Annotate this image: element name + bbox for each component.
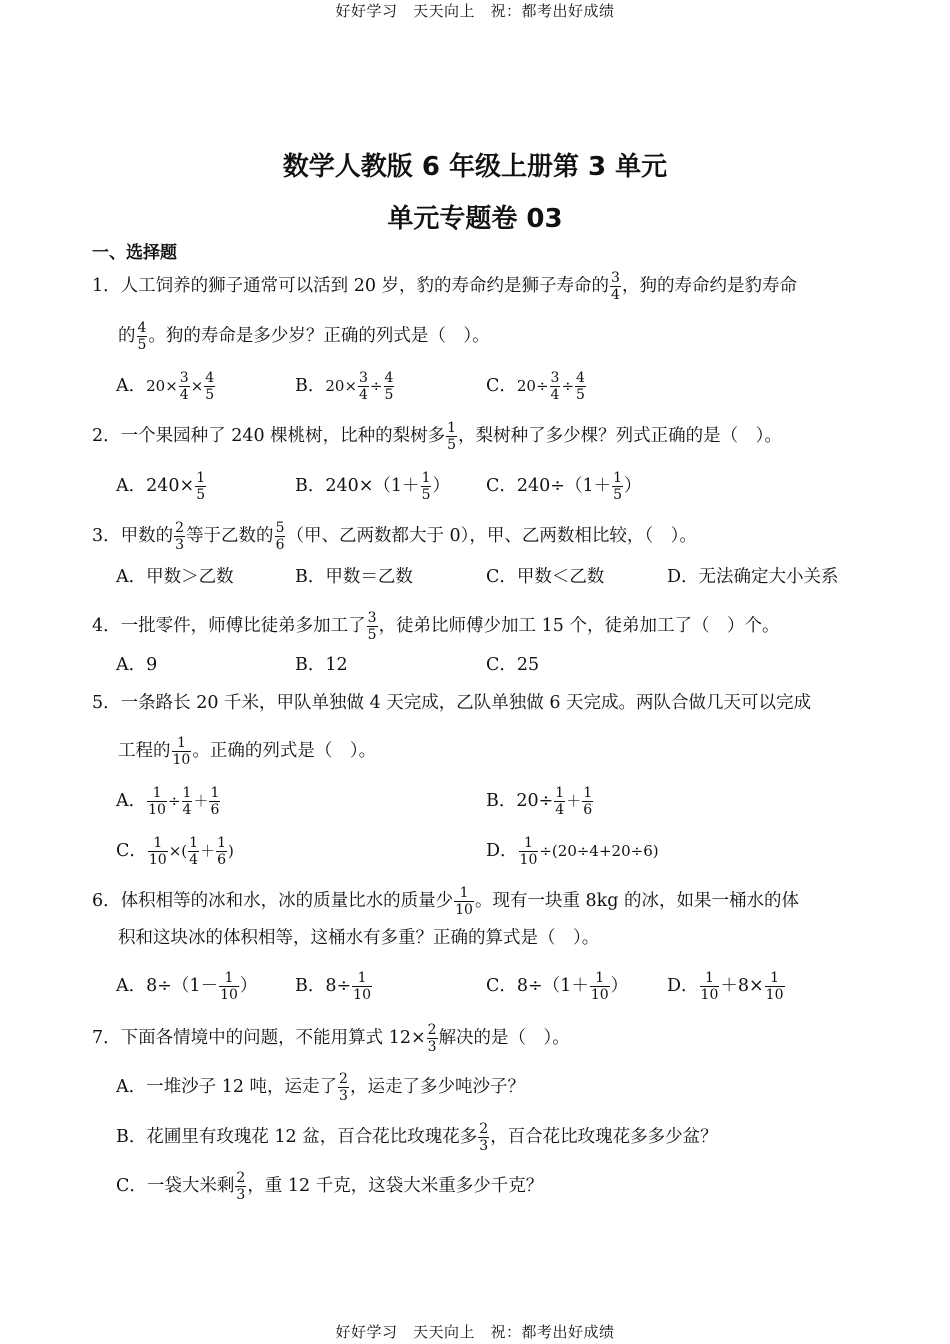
question-6-line-1: 6．体积相等的冰和水，冰的质量比水的质量少 $\frac{1}{10}$ 。现有一块重 8kg 的冰，如果一桶水的体 xyxy=(92,885,800,918)
q1-option-c[interactable]: C．20÷ $\frac{3}{4}$ ÷ $\frac{4}{5}$ xyxy=(486,370,585,403)
page-header: 好好学习 天天向上 祝：都考出好成绩 xyxy=(335,2,615,20)
q5-option-d[interactable]: D． $\frac{1}{10}$ ÷(20÷4+20÷6) xyxy=(486,835,659,868)
q5-option-c[interactable]: C． $\frac{1}{10}$ ×( $\frac{1}{4}$ ＋ $\frac{1}{6}$ ) xyxy=(116,835,234,868)
page-footer: 好好学习 天天向上 祝：都考出好成绩 xyxy=(335,1323,615,1341)
question-3-line-1: 3．甲数的 $\frac{2}{3}$ 等于乙数的 $\frac{5}{6}$ （甲、乙两数都大于 0），甲、乙两数相比较，（ ）。 xyxy=(92,520,697,553)
question-5-line-2: 工程的 $\frac{1}{10}$ 。正确的列式是（ ）。 xyxy=(118,735,377,768)
q6-option-d[interactable]: D． $\frac{1}{10}$ ＋8× $\frac{1}{10}$ xyxy=(667,970,784,1003)
page-title: 数学人教版 6 年级上册第 3 单元 xyxy=(282,152,668,182)
question-6-line-2: 积和这块冰的体积相等，这桶水有多重？正确的算式是（ ）。 xyxy=(118,928,600,948)
q3-option-c[interactable]: C．甲数＜乙数 xyxy=(486,567,605,587)
q3-option-a[interactable]: A．甲数＞乙数 xyxy=(116,567,234,587)
q7-option-b[interactable]: B．花圃里有玫瑰花 12 盆，百合花比玫瑰花多 $\frac{2}{3}$ ，百合花比玫瑰花多多少盆？ xyxy=(116,1121,718,1154)
q3-option-b[interactable]: B．甲数＝乙数 xyxy=(295,567,413,587)
section-heading: 一、选择题 xyxy=(92,243,177,263)
question-1-line-1: 1．人工饲养的狮子通常可以活到 20 岁，豹的寿命约是狮子寿命的 $\frac{3}{4}$ ，狗的寿命约是豹寿命 xyxy=(92,270,797,303)
question-1-line-2: 的 $\frac{4}{5}$ 。狗的寿命是多少岁？正确的列式是（ ）。 xyxy=(118,320,490,353)
q4-option-a[interactable]: A．9 xyxy=(116,655,158,675)
q2-option-b[interactable]: B．240×（1＋ $\frac{1}{5}$ ） xyxy=(295,470,450,503)
q1-option-b[interactable]: B．20× $\frac{3}{4}$ ÷ $\frac{4}{5}$ xyxy=(295,370,394,403)
q2-option-a[interactable]: A．240× $\frac{1}{5}$ xyxy=(116,470,206,503)
q6-option-a[interactable]: A．8÷（1－ $\frac{1}{10}$ ） xyxy=(116,970,258,1003)
question-4-line-1: 4．一批零件，师傅比徒弟多加工了 $\frac{3}{5}$ ，徒弟比师傅少加工 15 个，徒弟加工了（ ）个。 xyxy=(92,610,780,643)
q5-option-b[interactable]: B．20÷ $\frac{1}{4}$ ＋ $\frac{1}{6}$ xyxy=(486,785,593,818)
q4-option-c[interactable]: C．25 xyxy=(486,655,540,675)
question-5-line-1: 5．一条路长 20 千米，甲队单独做 4 天完成，乙队单独做 6 天完成。两队合做几天可以完成 xyxy=(92,693,812,713)
q1-option-a[interactable]: A．20× $\frac{3}{4}$ × $\frac{4}{5}$ xyxy=(116,370,215,403)
q2-option-c[interactable]: C．240÷（1＋ $\frac{1}{5}$ ） xyxy=(486,470,642,503)
page-subtitle: 单元专题卷 03 xyxy=(387,204,563,234)
question-7-line-1: 7．下面各情境中的问题，不能用算式 12× $\frac{2}{3}$ 解决的是（ ）。 xyxy=(92,1022,570,1055)
q4-option-b[interactable]: B．12 xyxy=(295,655,348,675)
q6-option-c[interactable]: C．8÷（1＋ $\frac{1}{10}$ ） xyxy=(486,970,629,1003)
q3-option-d[interactable]: D．无法确定大小关系 xyxy=(667,567,839,587)
q6-option-b[interactable]: B．8÷ $\frac{1}{10}$ xyxy=(295,970,371,1003)
q7-option-c[interactable]: C．一袋大米剩 $\frac{2}{3}$ ，重 12 千克，这袋大米重多少千克？ xyxy=(116,1170,544,1203)
q7-option-a[interactable]: A．一堆沙子 12 吨，运走了 $\frac{2}{3}$ ，运走了多少吨沙子？ xyxy=(116,1071,525,1104)
fraction: $\frac{3}{4}$ xyxy=(611,270,620,303)
question-2-line-1: 2．一个果园种了 240 棵桃树，比种的梨树多 $\frac{1}{5}$ ，梨树种了多少棵？列式正确的是（ ）。 xyxy=(92,420,782,453)
fraction: $\frac{4}{5}$ xyxy=(137,320,147,353)
q5-option-a[interactable]: A． $\frac{1}{10}$ ÷ $\frac{1}{4}$ ＋ $\frac{1}{6}$ xyxy=(116,785,220,818)
